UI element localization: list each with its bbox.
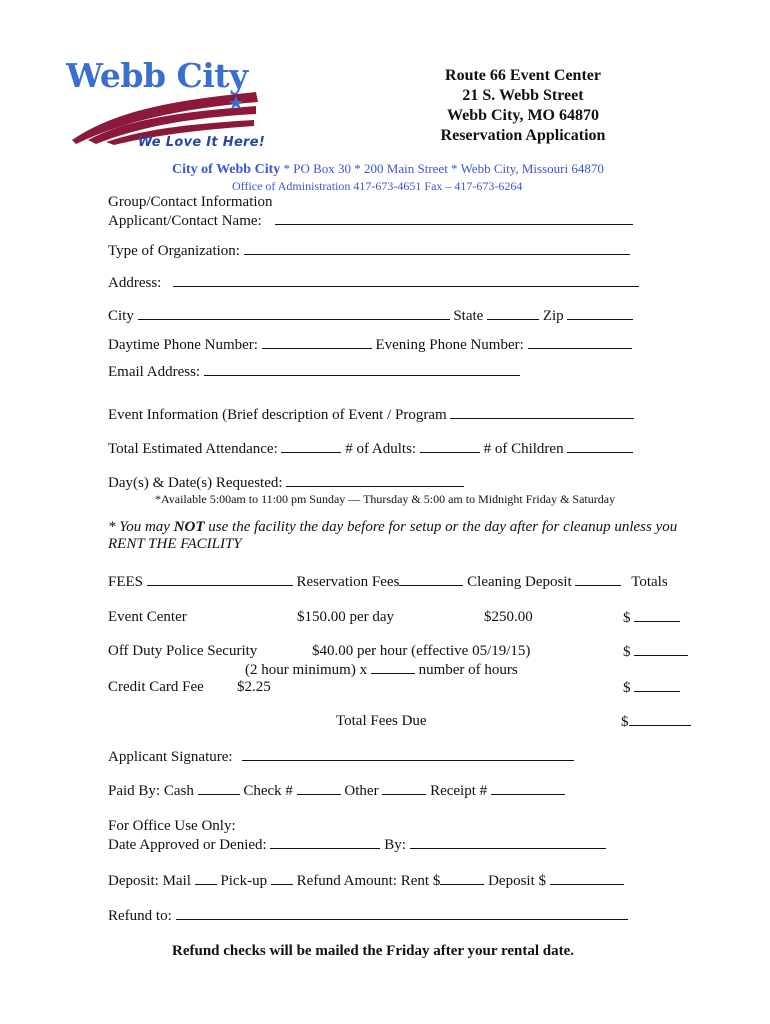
signature-row: [108, 747, 574, 766]
address-street: * PO Box 30 * 200 Main Street * Webb City, Missouri 64870: [280, 161, 604, 176]
fees-label: FEES: [108, 574, 144, 590]
pickup-label: Pick-up: [220, 873, 268, 889]
header-title-line4: Reservation Application: [440, 127, 606, 144]
days-label: Day(s) & Date(s) Requested:: [108, 475, 283, 491]
email-label: Email Address:: [108, 364, 201, 380]
total-due-label: Total Fees Due: [336, 713, 427, 729]
police-total-row: [623, 642, 688, 661]
city-state-zip-row: [108, 306, 633, 325]
paid-by-label: Paid By: Cash: [108, 783, 194, 799]
city-field[interactable]: [138, 306, 450, 320]
deposit-amount-field[interactable]: [550, 871, 624, 885]
other-label: Other: [344, 783, 379, 799]
check-field[interactable]: [297, 781, 341, 795]
office-use-label: For Office Use Only:: [108, 818, 236, 834]
total-due-row: [621, 712, 691, 731]
cleaning-deposit-label: Cleaning Deposit: [467, 574, 572, 590]
credit-card-fee: $2.25: [237, 679, 271, 695]
by-label: By:: [384, 837, 406, 853]
zip-label: Zip: [542, 308, 564, 324]
pickup-field[interactable]: [271, 871, 293, 885]
event-info-field[interactable]: [450, 405, 634, 419]
receipt-field[interactable]: [491, 781, 565, 795]
police-hours-label: number of hours: [418, 662, 518, 678]
evening-phone-label: Evening Phone Number:: [375, 337, 524, 353]
setup-note-post: use the facility the day before for setup or the day after for cleanup unless you: [204, 519, 678, 535]
date-approved-row: [108, 835, 606, 854]
zip-field[interactable]: [567, 306, 633, 320]
office-contact: Office of Administration 417-673-4651 Fax – 417-673-6264: [232, 179, 523, 193]
header-title-line1: Route 66 Event Center: [445, 67, 601, 84]
event-center-total-row: [623, 608, 680, 627]
group-heading: Group/Contact Information: [108, 194, 273, 210]
police-min-label: (2 hour minimum) x: [245, 662, 368, 678]
days-field[interactable]: [286, 473, 464, 487]
credit-card-total-field[interactable]: [634, 678, 680, 692]
date-approved-field[interactable]: [270, 835, 380, 849]
deposit-mail-label: Deposit: Mail: [108, 873, 191, 889]
state-field[interactable]: [487, 306, 539, 320]
reservation-header-line: [399, 572, 463, 586]
phone-row: [108, 335, 632, 354]
state-label: State: [453, 308, 484, 324]
daytime-phone-field[interactable]: [262, 335, 372, 349]
reservation-fees-label: Reservation Fees: [296, 574, 400, 590]
adults-field[interactable]: [420, 439, 480, 453]
address-city: City of Webb City: [172, 162, 281, 177]
dollar-sign: $: [621, 714, 629, 730]
event-center-label: Event Center: [108, 609, 187, 625]
event-center-fee: $150.00 per day: [297, 609, 395, 625]
fees-header-line: [147, 572, 293, 586]
refund-to-field[interactable]: [176, 906, 628, 920]
organization-field[interactable]: [244, 241, 630, 255]
police-hours-row: [245, 660, 518, 679]
logo-tagline: We Love It Here!: [138, 135, 266, 150]
address-field[interactable]: [173, 273, 639, 287]
dollar-sign: $: [623, 680, 631, 696]
applicant-name-field[interactable]: [275, 211, 633, 225]
evening-phone-field[interactable]: [528, 335, 632, 349]
refund-to-label: Refund to:: [108, 908, 172, 924]
children-label: # of Children: [483, 441, 564, 457]
logo-name: Webb City: [66, 56, 248, 95]
refund-rent-field[interactable]: [440, 871, 484, 885]
other-field[interactable]: [382, 781, 426, 795]
event-center-deposit: $250.00: [484, 609, 533, 625]
applicant-label: Applicant/Contact Name:: [108, 213, 262, 229]
refund-amount-label: Refund Amount: Rent $: [296, 873, 441, 889]
police-total-field[interactable]: [634, 642, 688, 656]
children-field[interactable]: [567, 439, 633, 453]
signature-field[interactable]: [242, 747, 574, 761]
setup-note-not: NOT: [173, 519, 205, 535]
header-title-line2: 21 S. Webb Street: [462, 87, 584, 104]
refund-note: Refund checks will be mailed the Friday after your rental date.: [172, 943, 575, 959]
refund-to-row: [108, 906, 628, 925]
email-field[interactable]: [204, 362, 520, 376]
address-row: [108, 273, 639, 292]
fees-header-row: [108, 572, 668, 591]
attendance-field[interactable]: [281, 439, 341, 453]
deposit-amount-label: Deposit $: [488, 873, 547, 889]
signature-label: Applicant Signature:: [108, 749, 233, 765]
adults-label: # of Adults:: [345, 441, 417, 457]
event-info-label: Event Information (Brief description of Event / Program: [108, 407, 447, 423]
daytime-phone-label: Daytime Phone Number:: [108, 337, 258, 353]
credit-card-total-row: [623, 678, 680, 697]
police-fee: $40.00 per hour (effective 05/19/15): [312, 643, 531, 659]
by-field[interactable]: [410, 835, 606, 849]
setup-note-pre: * You may: [108, 519, 174, 535]
totals-label: Totals: [631, 574, 668, 590]
police-label: Off Duty Police Security: [108, 643, 258, 659]
header-title-line3: Webb City, MO 64870: [446, 107, 599, 124]
date-approved-label: Date Approved or Denied:: [108, 837, 267, 853]
event-center-total-field[interactable]: [634, 608, 680, 622]
dollar-sign: $: [623, 644, 631, 660]
address-label: Address:: [108, 275, 162, 291]
organization-label: Type of Organization:: [108, 243, 240, 259]
event-info-row: [108, 405, 634, 424]
attendance-row: [108, 439, 633, 458]
availability-note: *Available 5:00am to 11:00 pm Sunday — Thursday & 5:00 am to Midnight Friday & Saturday: [155, 492, 616, 506]
check-label: Check #: [243, 783, 293, 799]
credit-card-label: Credit Card Fee: [108, 679, 204, 695]
deposit-mail-field[interactable]: [195, 871, 217, 885]
cash-field[interactable]: [198, 781, 240, 795]
dollar-sign: $: [623, 610, 631, 626]
applicant-row: [108, 211, 633, 230]
receipt-label: Receipt #: [430, 783, 488, 799]
setup-note: [108, 518, 677, 536]
total-due-field[interactable]: [629, 712, 691, 726]
setup-note-line2: RENT THE FACILITY: [108, 536, 242, 552]
email-row: [108, 362, 520, 381]
organization-row: [108, 241, 630, 260]
deposit-row: [108, 871, 624, 890]
attendance-label: Total Estimated Attendance:: [108, 441, 278, 457]
paid-by-row: [108, 781, 565, 800]
cleaning-header-line: [575, 572, 621, 586]
city-label: City: [108, 308, 134, 324]
police-hours-field[interactable]: [371, 660, 415, 674]
